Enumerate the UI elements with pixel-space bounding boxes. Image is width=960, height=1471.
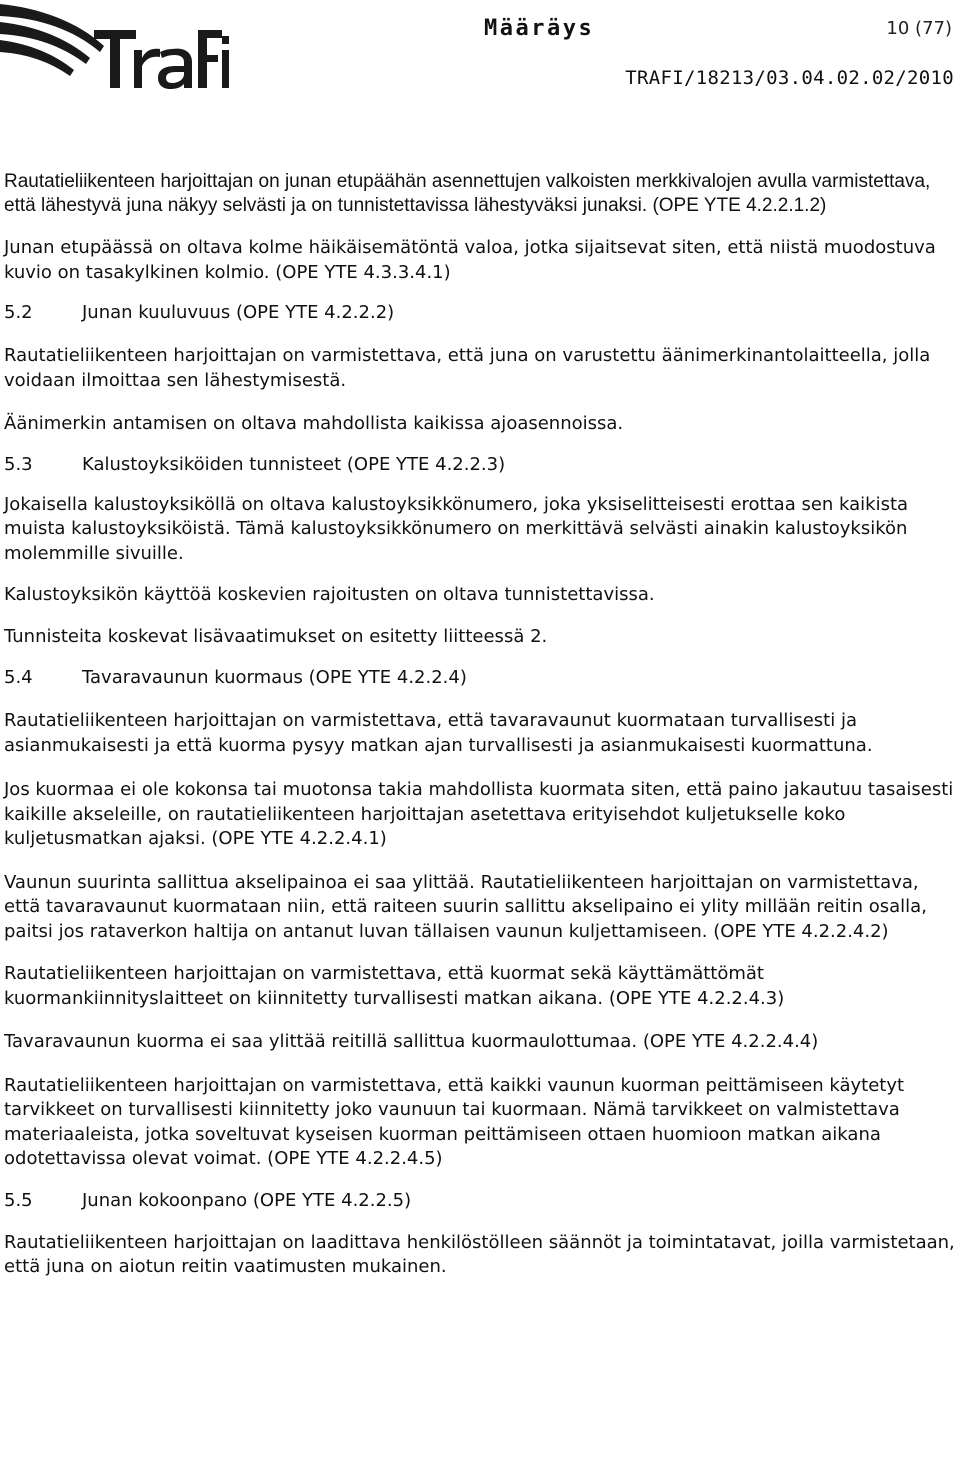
document-type: Määräys	[484, 16, 595, 41]
document-reference: TRAFI/18213/03.04.02.02/2010	[625, 67, 954, 89]
paragraph: Jos kuormaa ei ole kokonsa tai muotonsa takia mahdollista kuormata siten, että paino jakautuu tasaisesti kaikille akseleille, on rautatieliikenteen harjoittajan asetettava erityisehdot kuljetukselle koko kuljetusmatkan ajaksi. (OPE YTE 4.2.2.4.1)	[4, 779, 954, 849]
section-title: Junan kuuluvuus (OPE YTE 4.2.2.2)	[82, 302, 395, 323]
paragraph: Rautatieliikenteen harjoittajan on varmistettava, että kuormat sekä käyttämättömät kuormankiinnityslaitteet on kiinnitetty turvallisesti matkan aikana. (OPE YTE 4.2.2.4.3)	[4, 963, 785, 1009]
paragraph: Äänimerkin antamisen on oltava mahdollista kaikissa ajoasennoissa.	[4, 413, 624, 434]
section-title: Junan kokoonpano (OPE YTE 4.2.2.5)	[82, 1189, 412, 1211]
section-number: 5.2	[4, 302, 33, 323]
section-title: Kalustoyksiköiden tunnisteet (OPE YTE 4.2.2.3)	[82, 453, 506, 475]
page-number: 10 (77)	[886, 18, 952, 39]
section-title: Tavaravaunun kuormaus (OPE YTE 4.2.2.4)	[82, 667, 467, 688]
section-heading	[4, 301, 956, 325]
section-number: 5.3	[4, 453, 33, 475]
page-header	[0, 0, 960, 120]
paragraph: Tunnisteita koskevat lisävaatimukset on esitetty liitteessä 2.	[4, 625, 548, 647]
paragraph: Junan etupäässä on oltava kolme häikäisemätöntä valoa, jotka sijaitsevat siten, että niistä muodostuva kuvio on tasakylkinen kolmio. (OPE YTE 4.3.3.4.1)	[4, 237, 936, 283]
paragraph: Rautatieliikenteen harjoittajan on varmistettava, että kaikki vaunun kuorman peittämiseen käytetyt tarvikkeet on turvallisesti kiinnitetty joko vaunuun tai kuormaan. Nämä tarvikkeet on valmistettava materiaaleista, jotka soveltuvat kyseisen kuorman peittämiseen ottaen huomioon matkan aikana odotettavissa olevat voimat. (OPE YTE 4.2.2.4.5)	[4, 1074, 905, 1169]
section-heading	[4, 453, 956, 477]
paragraph: Rautatieliikenteen harjoittajan on junan etupäähän asennettujen valkoisten merkkivalojen avulla varmistettava, että lähestyvä juna näkyy selvästi ja on tunnistettavissa lähestyväksi junaksi. (OPE YTE 4.2.2.1.2)	[4, 171, 931, 216]
paragraph: Rautatieliikenteen harjoittajan on varmistettava, että juna on varustettu äänimerkinantolaitteella, jolla voidaan ilmoittaa sen lähestymisestä.	[4, 345, 931, 391]
section-number: 5.4	[4, 667, 33, 688]
trafi-logo	[0, 0, 230, 100]
document-body	[4, 170, 956, 1280]
section-number: 5.5	[4, 1189, 33, 1211]
paragraph: Tavaravaunun kuorma ei saa ylittää reitillä sallittua kuormaulottumaa. (OPE YTE 4.2.2.4.4)	[4, 1031, 819, 1052]
paragraph: Jokaisella kalustoyksiköllä on oltava kalustoyksikkönumero, joka yksiselitteisesti erottaa sen kaikista muista kalustoyksiköistä. Tämä kalustoyksikkönumero on merkittävä selvästi ainakin kalustoyksikön molemmille sivuille.	[4, 493, 909, 564]
paragraph: Kalustoyksikön käyttöä koskevien rajoitusten on oltava tunnistettavissa.	[4, 584, 655, 605]
paragraph: Rautatieliikenteen harjoittajan on laadittava henkilöstölleen säännöt ja toimintatavat, joilla varmistetaan, että juna on aiotun reitin vaatimusten mukainen.	[4, 1231, 955, 1277]
paragraph: Rautatieliikenteen harjoittajan on varmistettava, että tavaravaunut kuormataan turvallisesti ja asianmukaisesti ja että kuorma pysyy matkan ajan turvallisesti ja asianmukaisesti kuormattuna.	[4, 710, 873, 756]
section-heading	[4, 1189, 956, 1213]
paragraph: Vaunun suurinta sallittua akselipainoa ei saa ylittää. Rautatieliikenteen harjoittajan on varmistettava, että tavaravaunut kuormataan niin, että raiteen suurin sallittu akselipaino ei ylity millään reitin osalla, paitsi jos rataverkon haltija on antanut luvan tällaisen vaunun kuljettamiseen. (OPE YTE 4.2.2.4.2)	[4, 871, 927, 942]
section-heading	[4, 666, 956, 690]
